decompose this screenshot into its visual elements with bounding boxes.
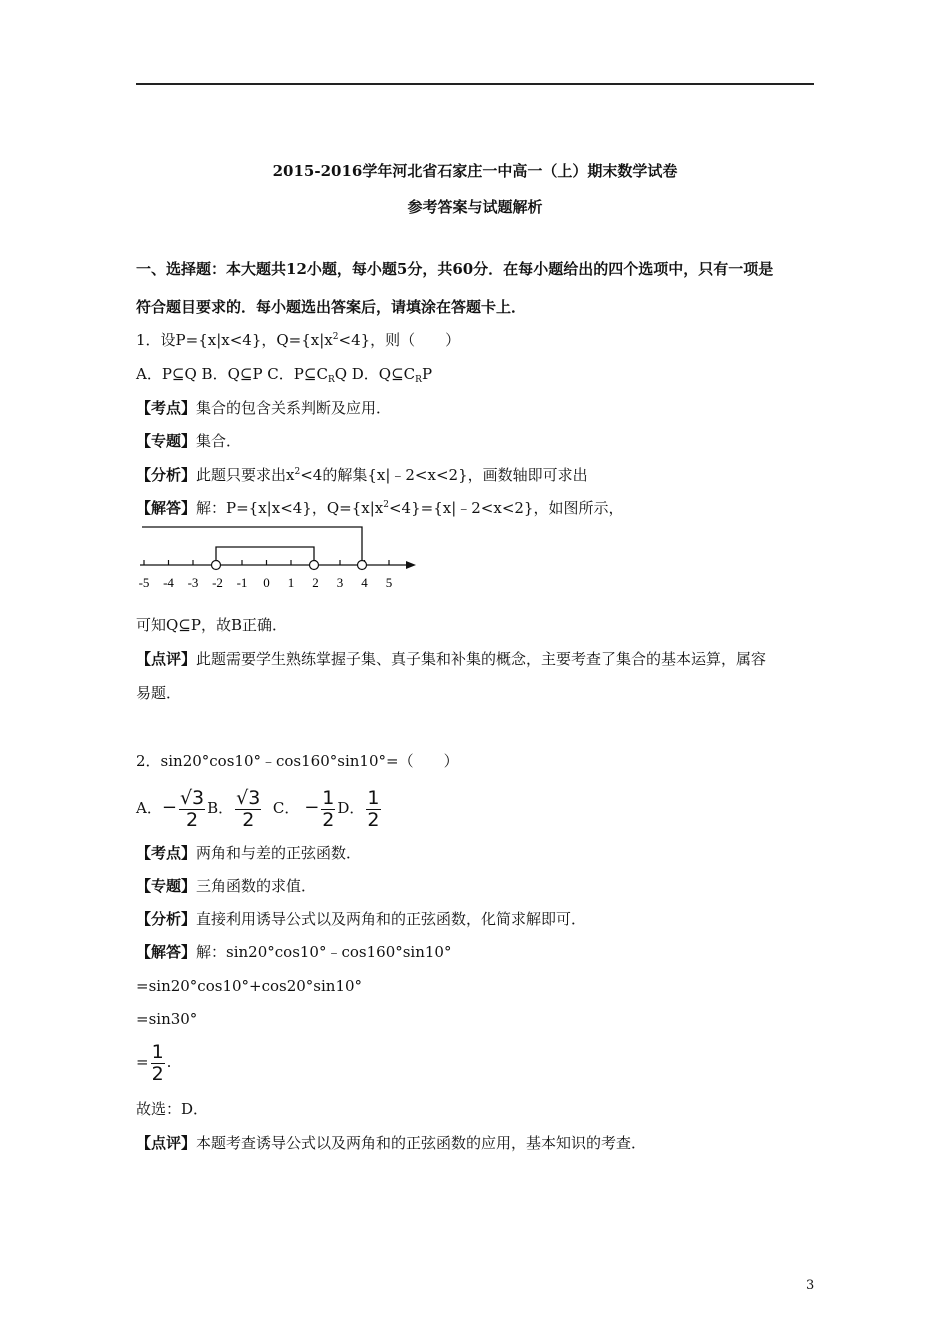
q2-opt-d-label: D．: [337, 799, 365, 817]
q2-opt-c-denominator: 2: [322, 808, 335, 831]
axis-tick-label: 3: [336, 575, 344, 590]
q1-kaodian-text: 集合的包含关系判断及应用．: [196, 399, 392, 417]
q2-opt-a-sign: −: [161, 797, 177, 818]
page-subtitle: 参考答案与试题解析: [407, 198, 543, 216]
q1-stem-text-end: <4}，则（ ）: [338, 331, 461, 349]
q2-opt-c-numerator: 1: [322, 786, 335, 809]
open-point-2: [310, 561, 319, 570]
axis-tick-label: -3: [187, 575, 199, 590]
q2-fenxi: [136, 909, 586, 929]
q2-kaodian: [136, 843, 361, 863]
q1-jieda: [136, 498, 623, 518]
section-heading-line1: 一、选择题：本大题共12小题，每小题5分，共60分．在每小题给出的四个选项中，只有一项是: [136, 260, 774, 278]
q2-step3-denominator: 2: [151, 1062, 164, 1085]
q2-kaodian-text: 两角和与差的正弦函数．: [196, 844, 362, 862]
open-point-neg2: [212, 561, 221, 570]
axis-tick-label: 2: [312, 575, 319, 590]
q2-opt-a-fraction: [179, 788, 205, 831]
q2-dianping: [136, 1133, 646, 1153]
q1-zhuanti-text: 集合．: [196, 432, 242, 450]
q1-jieda-text-end: <4}={x|﹣2<x<2}，如图所示，: [388, 499, 624, 517]
q2-step3-fraction: [151, 1042, 165, 1085]
q2-choice: 故选：D．: [136, 1100, 209, 1118]
q2-opt-b-label: B．: [207, 799, 234, 817]
q1-options-sub-2: R: [415, 375, 422, 385]
q2-stem: 2．sin20°cos10°﹣cos160°sin10°=（ ）: [136, 752, 459, 770]
q2-kaodian-tag: 【考点】: [136, 844, 197, 862]
q1-jieda-sup: 2: [383, 500, 389, 510]
q2-opt-a-label: A．: [136, 799, 162, 817]
q2-opt-b-fraction: [235, 788, 261, 831]
q2-dianping-tag: 【点评】: [136, 1134, 197, 1152]
q2-opt-b-numerator: √3: [236, 786, 261, 809]
q1-zhuanti-tag: 【专题】: [136, 432, 197, 450]
q1-stem-sup: 2: [332, 332, 339, 342]
q1-fenxi-text: 此题只要求出x: [196, 466, 295, 484]
q1-dianping-line2: 易题．: [136, 684, 182, 702]
q1-options-text-3: P: [421, 365, 433, 383]
number-line-diagram: [136, 525, 426, 597]
q1-options-text-2: Q D．Q⊆C: [334, 365, 416, 383]
q2-step3-eq: =: [136, 1053, 149, 1071]
q2-step3-numerator: 1: [151, 1040, 164, 1063]
q1-kaodian: [136, 398, 391, 418]
q2-zhuanti-text: 三角函数的求值．: [196, 877, 317, 895]
q1-jieda-text: 解：P={x|x<4}，Q={x|x: [196, 499, 384, 517]
q1-dianping-tag: 【点评】: [136, 650, 197, 668]
q1-fenxi-sup: 2: [294, 467, 301, 477]
q2-options: [136, 786, 383, 831]
axis-tick-label: 4: [361, 575, 368, 590]
q1-dianping: [136, 649, 766, 669]
q2-opt-c-sign: −: [304, 797, 320, 818]
axis-tick-label: -5: [138, 575, 150, 590]
set-q-bracket: [216, 547, 314, 565]
q2-zhuanti: [136, 876, 316, 896]
q1-fenxi-tag: 【分析】: [136, 466, 197, 484]
q1-fenxi-text-end: <4的解集{x|﹣2<x<2}，画数轴即可求出: [300, 466, 588, 484]
axis-tick-label: 1: [287, 575, 295, 590]
q2-opt-c-label: C．: [272, 799, 300, 817]
q2-step2: =sin30°: [136, 1010, 198, 1028]
q1-options-text: A．P⊆Q B．Q⊆P C．P⊆C: [136, 365, 328, 383]
open-point-4: [358, 561, 367, 570]
q2-opt-d-fraction: [366, 788, 380, 831]
q1-conclusion: 可知Q⊆P，故B正确．: [136, 616, 287, 634]
q2-opt-d-denominator: 2: [367, 808, 380, 831]
q2-jieda-tag: 【解答】: [136, 943, 197, 961]
section-heading-line2: 符合题目要求的．每小题选出答案后，请填涂在答题卡上．: [136, 298, 527, 316]
q2-step1: =sin20°cos10°+cos20°sin10°: [136, 977, 363, 995]
q1-options-sub: R: [327, 375, 335, 385]
q1-jieda-tag: 【解答】: [136, 499, 197, 517]
q2-opt-c-fraction: [321, 788, 335, 831]
q1-kaodian-tag: 【考点】: [136, 399, 197, 417]
axis-tick-label: -2: [212, 575, 223, 590]
axis-tick-label: 0: [263, 575, 270, 590]
axis-tick-label: 5: [385, 575, 393, 590]
q2-opt-d-numerator: 1: [367, 786, 380, 809]
axis-tick-label: -4: [163, 575, 174, 590]
q2-opt-a-numerator: √3: [179, 786, 205, 809]
q2-opt-b-denominator: 2: [242, 808, 255, 831]
q1-stem-text: 1．设P={x|x<4}，Q={x|x: [136, 331, 333, 349]
q1-options: [136, 364, 432, 384]
page-title: 2015-2016学年河北省石家庄一中高一（上）期末数学试卷: [272, 162, 678, 180]
q2-step3: [136, 1040, 171, 1085]
q2-dianping-text: 本题考查诱导公式以及两角和的正弦函数的应用，基本知识的考查．: [196, 1134, 647, 1152]
q2-fenxi-tag: 【分析】: [136, 910, 197, 928]
page-number: 3: [806, 1278, 815, 1293]
q1-fenxi: [136, 465, 588, 485]
q2-zhuanti-tag: 【专题】: [136, 877, 197, 895]
axis-tick-label: -1: [236, 575, 248, 590]
q2-opt-a-denominator: 2: [185, 808, 199, 831]
header-rule: [136, 83, 814, 85]
q2-fenxi-text: 直接利用诱导公式以及两角和的正弦函数，化简求解即可．: [196, 910, 587, 928]
q2-jieda: [136, 942, 451, 962]
q1-stem: [136, 330, 460, 350]
q1-dianping-text: 此题需要学生熟练掌握子集、真子集和补集的概念，主要考查了集合的基本运算，属容: [196, 650, 767, 668]
axis-arrow-icon: [406, 561, 416, 569]
q1-zhuanti: [136, 431, 241, 451]
q2-step3-dot: .: [166, 1053, 172, 1071]
set-p-bracket: [142, 527, 362, 565]
q2-jieda-text: 解：sin20°cos10°﹣cos160°sin10°: [196, 943, 452, 961]
